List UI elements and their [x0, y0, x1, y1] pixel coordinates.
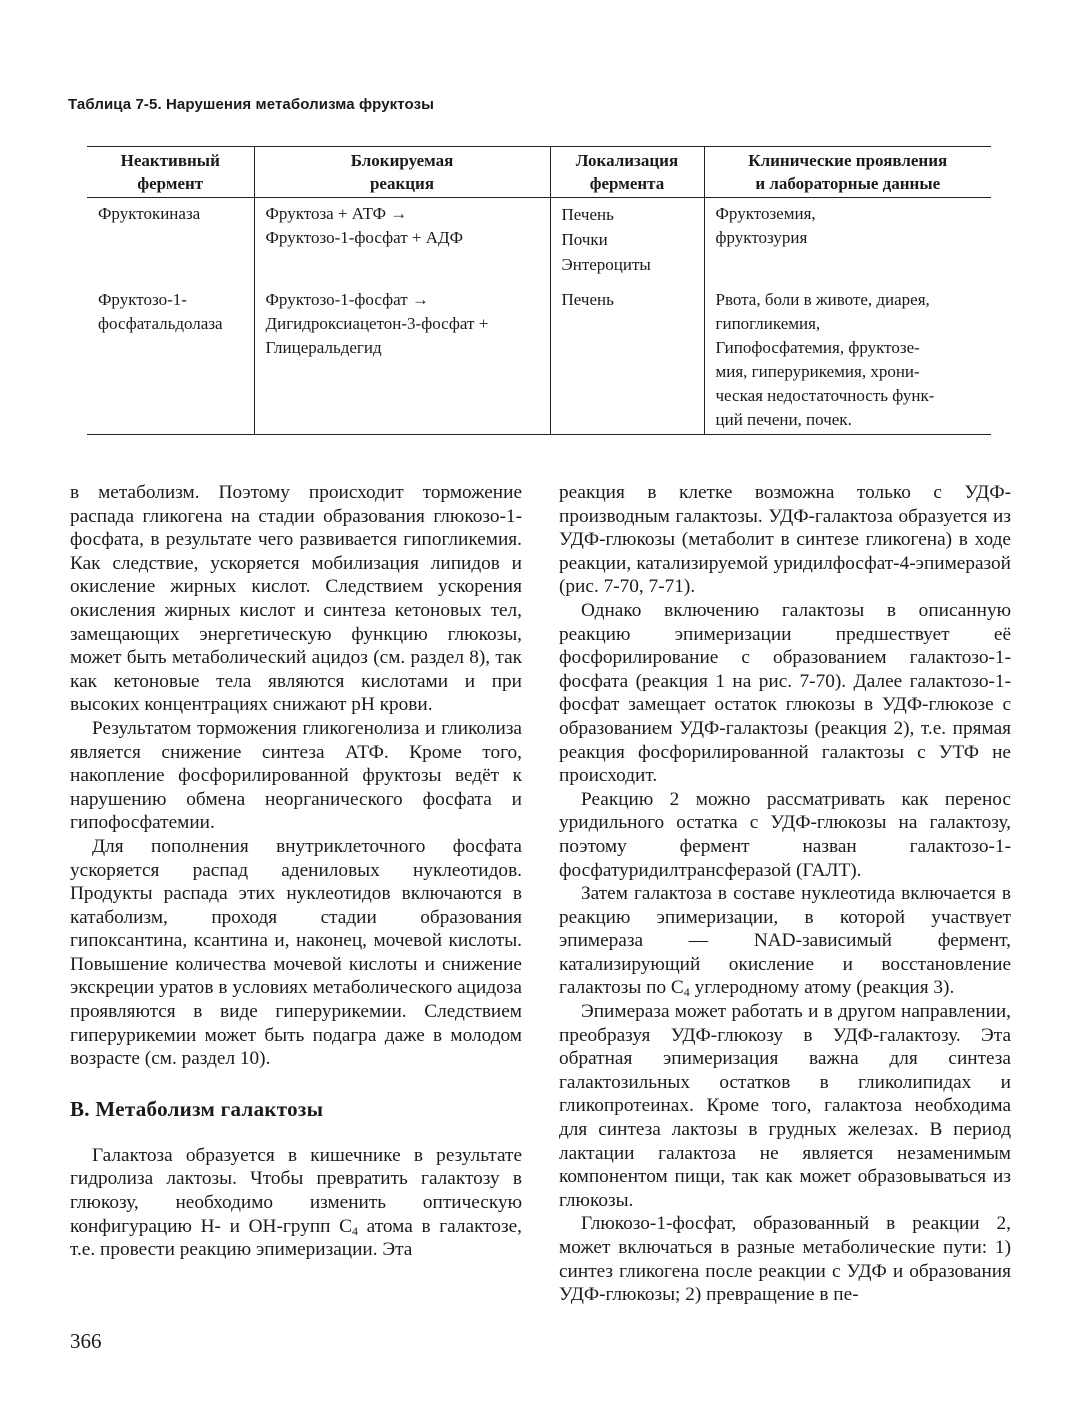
table-row [87, 284, 991, 435]
header-reaction: Блокируемая реакция [254, 147, 550, 198]
cell-enzyme: Фруктокиназа [98, 204, 201, 223]
header-clinical: Клинические проявления и лабораторные данные [704, 147, 991, 198]
paragraph: в метаболизм. Поэтому происходит торможение распада гликогена на стадии образования глюкозо-1-фосфата, в результате чего развивается гипогликемия. Как следствие, ускоряется мобилизация липидов и окисление жирных кислот. Следствием ускорения окисления жирных кислот и синтеза кетоновых тел, замещающих энергетическую функцию глюкозы, может быть метаболический ацидоз (см. раздел 8), так как кетоновые тела являются кислотами и при высоких концентрациях снижают pH крови. [70, 482, 522, 716]
header-enzyme: Неактивный фермент [87, 147, 254, 198]
section-title: В. Метаболизм галактозы [70, 1096, 324, 1121]
table-caption: Таблица 7-5. Нарушения метаболизма фруктозы [68, 96, 435, 113]
page-number: 366 [70, 1329, 102, 1353]
header-location: Локализация фермента [550, 147, 704, 198]
cell-clinical: Рвота, боли в животе, диарея, гипогликемия, Гипофосфатемия, фруктозе- мия, гиперурикемия, хрони- ческая недостаточность функ- ций печени, почек. [704, 284, 991, 435]
paragraph: Для пополнения внутриклеточного фосфата ускоряется распад адениловых нуклеотидов. Продукты распада этих нуклеотидов включаются в катаболизм, проходя стадии образования гипоксантина, ксантина и, наконец, мочевой кислоты. Повышение количества мочевой кислоты и снижение экскреции уратов в условиях метаболического ацидоза проявляются в виде гиперурикемии. Следствием гиперурикемии может быть подагра даже в молодом возрасте (см. раздел 10). [70, 835, 522, 1070]
paragraph: Затем галактоза в составе нуклеотида включается в реакцию эпимеризации, в которой участвует эпимераза — NAD-зависимый фермент, катализирующий окисление и восстановление галактозы по $С_4$ углеродному атому (реакция 3). [559, 883, 1011, 1000]
paragraph: Реакцию 2 можно рассматривать как перенос уридильного остатка с УДФ-глюкозы на галактозу, поэтому фермент назван галактозо-1-фосфатуридилтрансферазой (ГАЛТ). [559, 788, 1011, 881]
cell-location: Печень Почки Энтероциты [550, 198, 704, 285]
cell-clinical: Фруктоземия, фруктозурия [704, 198, 991, 285]
table-row [87, 198, 991, 285]
cell-location: Печень [550, 284, 704, 435]
paragraph: Результатом торможения гликогенолиза и гликолиза является снижение синтеза АТФ. Кроме того, накопление фосфорилированной фруктозы ведёт к нарушению обмена неорганического фосфата и гипофосфатемии. [70, 717, 522, 834]
cell-enzyme: Фруктозо-1- фосфатальдолаза [87, 284, 254, 435]
paragraph: реакция в клетке возможна только с УДФ-производным галактозы. УДФ-галактоза образуется из УДФ-глюкозы (метаболит в синтезе гликогена) в ходе реакции, катализируемой уридилфосфат-4-эпимеразой (рис. 7-70, 7-71). [559, 482, 1011, 598]
paragraph: Глюкозо-1-фосфат, образованный в реакции 2, может включаться в разные метаболические пути: 1) синтез гликогена после реакции с УДФ и образования УДФ-глюкозы; 2) превращение в пе- [559, 1213, 1011, 1306]
table-header-row [87, 147, 991, 198]
left-text-column [70, 481, 522, 1262]
paragraph: Галактоза образуется в кишечнике в результате гидролиза лактозы. Чтобы превратить галактозу в глюкозу, необходимо изменить оптическую конфигурацию Н- и ОН-групп $С_4$ атома в галактозе, т.е. провести реакцию эпимеризации. Эта [70, 1144, 522, 1261]
fructose-metabolism-table [87, 146, 991, 435]
cell-reaction: Фруктоза + АТФ → Фруктозо-1-фосфат + АДФ [254, 198, 550, 285]
cell-reaction: Фруктозо-1-фосфат → Дигидроксиацетон-3-фосфат + Глицеральдегид [254, 284, 550, 435]
paragraph: Эпимераза может работать и в другом направлении, преобразуя УДФ-глюкозу в УДФ-галактозу. Эта обратная эпимеризация важна для синтеза галактозильных остатков в гликолипидах и гликопротеинах. Кроме того, галактоза необходима для синтеза лактозы в грудных железах. В период лактации галактоза не является незаменимым компонентом пищи, так как может образовываться из глюкозы. [559, 1001, 1011, 1211]
right-text-column [559, 481, 1011, 1307]
paragraph: Однако включению галактозы в описанную реакцию эпимеризации предшествует её фосфорилирование с образованием галактозо-1-фосфата (реакция 1 на рис. 7-70). Далее галактозо-1-фосфат замещает остаток глюкозы в УДФ-глюкозе с образованием УДФ-галактозы (реакция 2), т.е. прямая реакция фосфорилированной галактозы с УТФ не происходит. [559, 599, 1011, 787]
